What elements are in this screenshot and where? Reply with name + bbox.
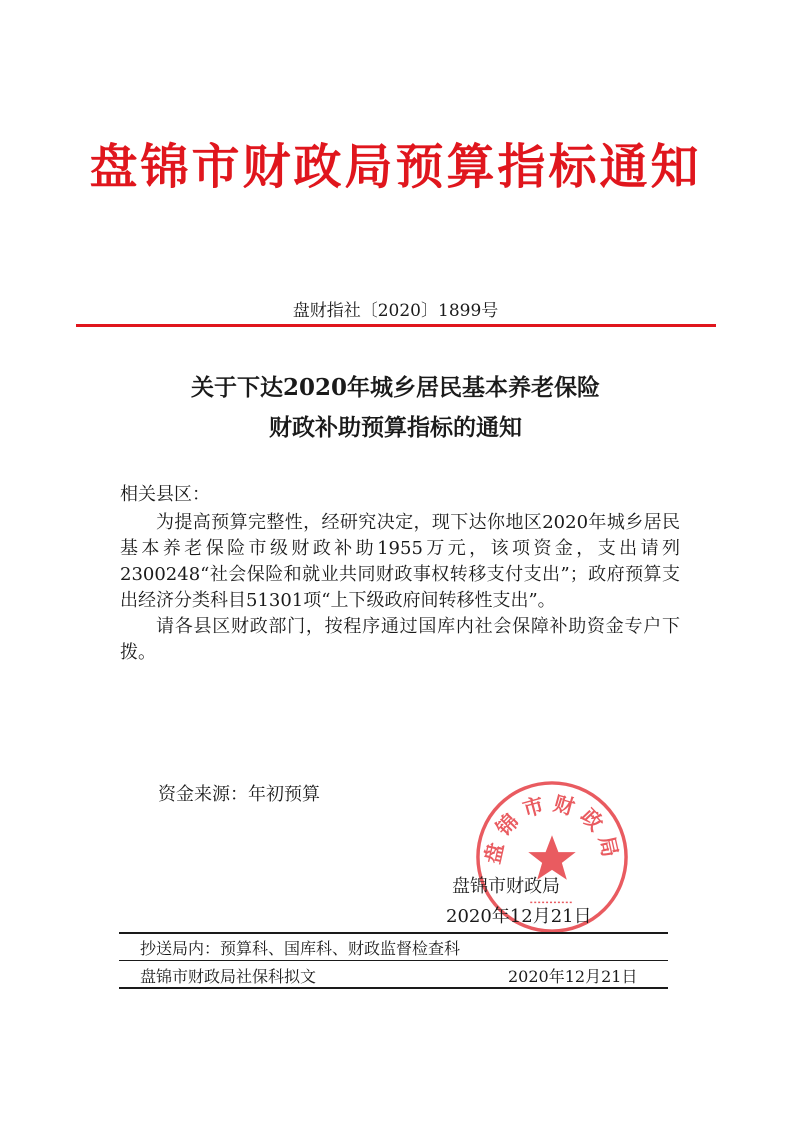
body-paragraph-1: 为提高预算完整性，经研究决定，现下达你地区2020年城乡居民基本养老保险市级财政补助1955万元，该项资金，支出请列2300248“社会保险和就业共同财政事权转移支付支出”；政府预算支出经济分类科目51301项“上下级政府间转移性支出”。 — [120, 512, 680, 611]
footer-bottom-rule — [119, 987, 668, 989]
body-text — [120, 510, 680, 666]
document-number: 盘财指社〔2020〕1899号 — [292, 301, 499, 321]
red-divider — [76, 324, 716, 327]
footer-top-rule — [119, 932, 668, 934]
footer-middle-rule — [119, 960, 668, 961]
body-paragraph-2: 请各县区财政部门，按程序通过国库内社会保障补助资金专户下拨。 — [120, 616, 680, 663]
drafter: 盘锦市财政局社保科拟文 — [140, 967, 317, 986]
cc-list: 抄送局内：预算科、国库科、财政监督检查科 — [140, 939, 461, 958]
issuer-name: 盘锦市财政局 — [452, 876, 560, 897]
footer-date: 2020年12月21日 — [508, 967, 638, 986]
salutation: 相关县区： — [120, 484, 210, 505]
document-title-line-2: 财政补助预算指标的通知 — [269, 414, 522, 441]
document-title — [0, 368, 791, 448]
fund-source: 资金来源：年初预算 — [158, 784, 320, 805]
masthead-title: 盘锦市财政局预算指标通知 — [89, 139, 702, 195]
issue-date: 2020年12月21日 — [446, 906, 592, 927]
seal-text: 盘锦市财政局 — [480, 791, 624, 866]
document-title-line-1: 关于下达2020年城乡居民基本养老保险 — [190, 374, 600, 401]
